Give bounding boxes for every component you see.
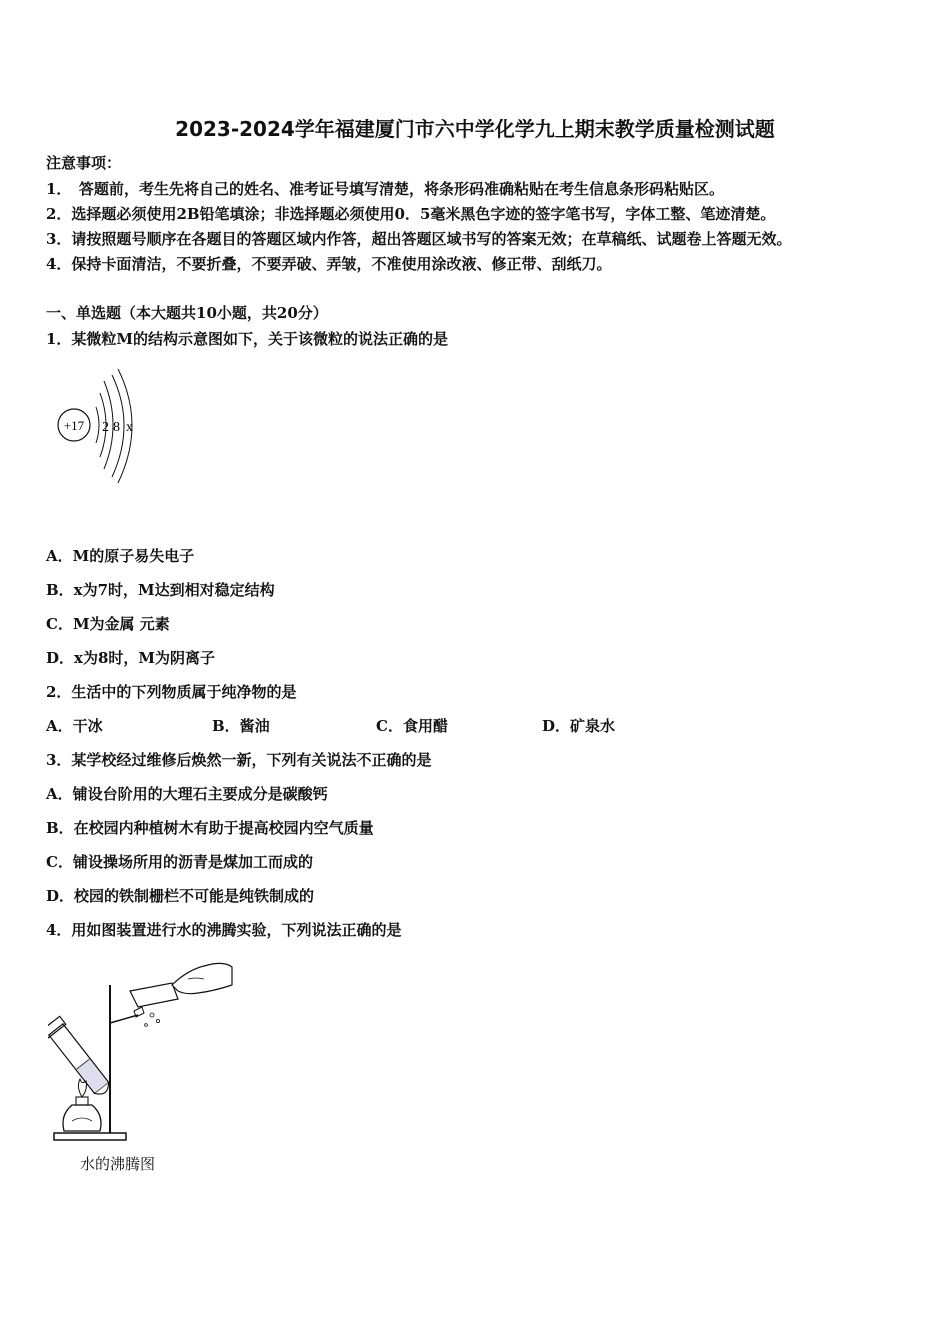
q3-option-d: D．校园的铁制栅栏不可能是纯铁制成的 (46, 887, 315, 905)
q2-option-b: B．酱油 (212, 717, 270, 735)
atom-structure-diagram (50, 365, 150, 485)
question-1-stem: 1．某微粒M的结构示意图如下，关于该微粒的说法正确的是 (46, 330, 449, 348)
q2-option-d: D．矿泉水 (542, 717, 616, 735)
q3-option-c: C．铺设操场所用的沥青是煤加工而成的 (46, 853, 313, 871)
q1-option-c: C．M为金属 元素 (46, 615, 170, 633)
shell-3-count: x (126, 420, 133, 435)
notice-item-4: 4．保持卡面清洁，不要折叠，不要弄破、弄皱，不准使用涂改液、修正带、刮纸刀。 (46, 255, 612, 273)
question-3-stem: 3．某学校经过维修后焕然一新，下列有关说法不正确的是 (46, 751, 432, 769)
figure-caption: 水的沸腾图 (80, 1155, 156, 1173)
question-4-stem: 4．用如图装置进行水的沸腾实验，下列说法正确的是 (46, 921, 402, 939)
page-title: 2023-2024学年福建厦门市六中学化学九上期末教学质量检测试题 (175, 117, 775, 141)
question-2-stem: 2．生活中的下列物质属于纯净物的是 (46, 683, 297, 701)
q2-option-a: A．干冰 (46, 717, 103, 735)
notice-item-1: 1． 答题前，考生先将自己的姓名、准考证号填写清楚，将条形码准确粘贴在考生信息条形码粘贴区。 (46, 180, 724, 198)
q3-option-a: A．铺设台阶用的大理石主要成分是碳酸钙 (46, 785, 328, 803)
boiling-water-apparatus (48, 955, 238, 1150)
q2-option-c: C．食用醋 (376, 717, 448, 735)
notice-item-2: 2．选择题必须使用2B铅笔填涂；非选择题必须使用0．5毫米黑色字迹的签字笔书写，字体工整、笔迹清楚。 (46, 205, 776, 223)
section-heading: 一、单选题（本大题共10小题，共20分） (46, 304, 328, 322)
shell-1-count: 2 (102, 420, 109, 435)
nucleus-label: +17 (63, 418, 85, 433)
q1-option-d: D．x为8时，M为阴离子 (46, 649, 215, 667)
q3-option-b: B．在校园内种植树木有助于提高校园内空气质量 (46, 819, 374, 837)
q1-option-b: B．x为7时，M达到相对稳定结构 (46, 581, 275, 599)
q1-option-a: A．M的原子易失电子 (46, 547, 195, 565)
notice-item-3: 3．请按照题号顺序在各题目的答题区域内作答，超出答题区域书写的答案无效；在草稿纸、试题卷上答题无效。 (46, 230, 792, 248)
notice-heading: 注意事项： (46, 154, 122, 172)
shell-2-count: 8 (113, 420, 120, 435)
